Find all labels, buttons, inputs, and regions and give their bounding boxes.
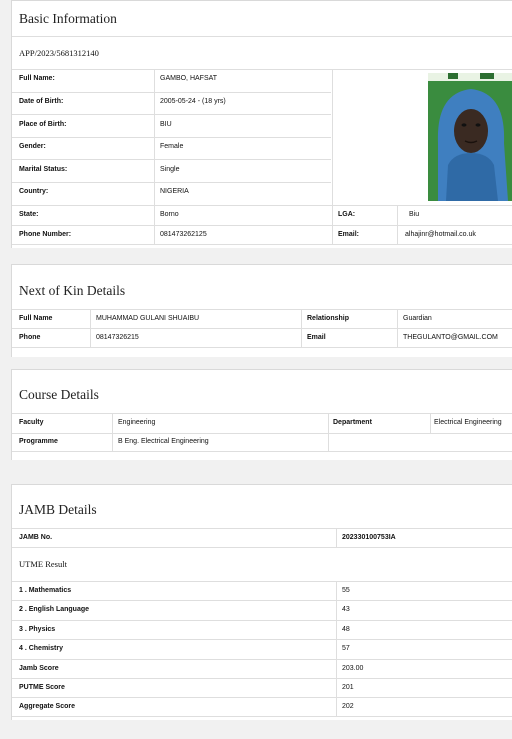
subject-english-score: 43	[342, 606, 350, 613]
gender-value: Female	[160, 143, 184, 150]
faculty-value: Engineering	[118, 419, 156, 426]
basic-information-title: Basic Information	[19, 11, 117, 26]
email-label: Email:	[338, 231, 360, 238]
kin-email-value: THEGULANTO@GMAIL.COM	[403, 334, 498, 341]
programme-value: B Eng. Electrical Engineering	[118, 438, 209, 445]
programme-label: Programme	[19, 438, 58, 445]
dob-value: 2005-05-24 - (18 yrs)	[160, 98, 226, 105]
subject-english-label: 2 . English Language	[19, 606, 90, 613]
course-details-card	[11, 369, 512, 460]
kin-email-label: Email	[307, 334, 326, 341]
jamb-details-card	[11, 484, 512, 720]
basic-information-card	[11, 0, 512, 248]
passport-photo	[428, 73, 512, 201]
gender-label: Gender:	[19, 143, 46, 150]
next-of-kin-card	[11, 264, 512, 357]
marital-status-value: Single	[160, 166, 180, 173]
aggregate-score-label: Aggregate Score	[19, 703, 76, 710]
subject-chemistry-score: 57	[342, 645, 350, 652]
subject-physics-score: 48	[342, 626, 350, 633]
state-label: State:	[19, 211, 39, 218]
kin-full-name-label: Full Name	[19, 315, 53, 322]
department-value: Electrical Engineering	[434, 419, 502, 426]
next-of-kin-title: Next of Kin Details	[19, 283, 126, 298]
subject-mathematics-score: 55	[342, 587, 350, 594]
place-of-birth-label: Place of Birth:	[19, 121, 67, 128]
kin-phone-label: Phone	[19, 334, 41, 341]
subject-mathematics-label: 1 . Mathematics	[19, 587, 72, 594]
jamb-details-title: JAMB Details	[19, 502, 97, 517]
full-name-value: GAMBO, HAFSAT	[160, 75, 218, 82]
aggregate-score-value: 202	[342, 703, 354, 710]
application-number: APP/2023/5681312140	[19, 48, 99, 58]
phone-number-value: 081473262125	[160, 231, 207, 238]
lga-value: Biu	[409, 211, 420, 218]
putme-score-label: PUTME Score	[19, 684, 65, 691]
utme-result-label: UTME Result	[19, 559, 67, 569]
kin-full-name-value: MUHAMMAD GULANI SHUAIBU	[96, 315, 200, 322]
relationship-label: Relationship	[307, 315, 350, 322]
subject-physics-label: 3 . Physics	[19, 626, 56, 633]
putme-score-value: 201	[342, 684, 354, 691]
relationship-value: Guardian	[403, 315, 432, 322]
place-of-birth-value: BIU	[160, 121, 172, 128]
state-value: Borno	[160, 211, 179, 218]
jamb-score-value: 203.00	[342, 665, 364, 672]
dob-label: Date of Birth:	[19, 98, 64, 105]
jamb-no-value: 202330100753IA	[342, 534, 396, 541]
country-value: NIGERIA	[160, 188, 189, 195]
faculty-label: Faculty	[19, 419, 44, 426]
email-value: alhajinr@hotmail.co.uk	[405, 231, 476, 238]
jamb-score-label: Jamb Score	[19, 665, 59, 672]
full-name-label: Full Name:	[19, 75, 55, 82]
department-label: Department	[333, 419, 372, 426]
kin-phone-value: 08147326215	[96, 334, 139, 341]
marital-status-label: Marital Status:	[19, 166, 68, 173]
country-label: Country:	[19, 188, 49, 195]
passport-photo-icon	[428, 73, 512, 201]
jamb-no-label: JAMB No.	[19, 534, 53, 541]
course-details-title: Course Details	[19, 387, 99, 402]
lga-label: LGA:	[338, 211, 356, 218]
phone-number-label: Phone Number:	[19, 231, 72, 238]
subject-chemistry-label: 4 . Chemistry	[19, 645, 63, 652]
